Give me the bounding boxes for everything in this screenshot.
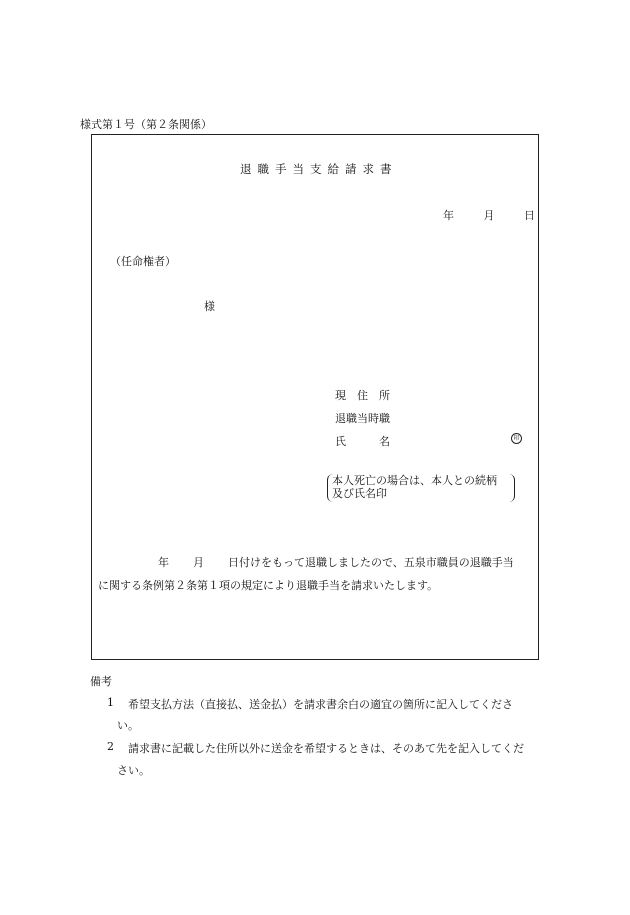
address-label: 現 住 所: [335, 389, 390, 402]
date-month: 月: [483, 209, 495, 222]
form-number: 様式第１号（第２条関係）: [80, 118, 212, 131]
remark-2-line1: 請求書に記載した住所以外に送金を希望するときは、そのあて先を記入してくだ: [128, 742, 524, 755]
remark-2-num: 2: [107, 740, 114, 753]
remark-1-num: 1: [107, 696, 114, 709]
remark-1-line1: 希望支払方法（直接払、送金払）を請求書余白の適宜の箇所に記入してくださ: [128, 698, 513, 711]
remark-2-line2: さい。: [117, 764, 150, 777]
name-label: 氏 名: [335, 435, 390, 448]
request-body-month: 月: [193, 556, 204, 569]
remark-1-line2: い。: [117, 719, 139, 732]
date-line: [443, 207, 535, 223]
death-note-line2: 及び氏名印: [332, 487, 387, 500]
request-body-line1: 日付けをもって退職しましたので、五泉市職員の退職手当: [228, 556, 514, 569]
request-body-year: 年: [158, 556, 169, 569]
honorific-sama: 様: [204, 300, 215, 313]
position-label: 退職当時職: [335, 412, 390, 425]
date-year: 年: [443, 209, 454, 222]
seal-icon: 印: [511, 433, 522, 444]
request-body-line2: に関する条例第２条第１項の規定により退職手当を請求いたします。: [98, 579, 439, 592]
form-title: 退職手当支給請求書: [240, 162, 398, 176]
death-note: [327, 474, 515, 502]
remarks-heading: 備考: [90, 675, 112, 688]
death-note-line1: 本人死亡の場合は、本人との続柄: [332, 474, 497, 487]
date-day: 日: [524, 209, 535, 222]
appointer-label: （任命権者）: [110, 255, 176, 268]
